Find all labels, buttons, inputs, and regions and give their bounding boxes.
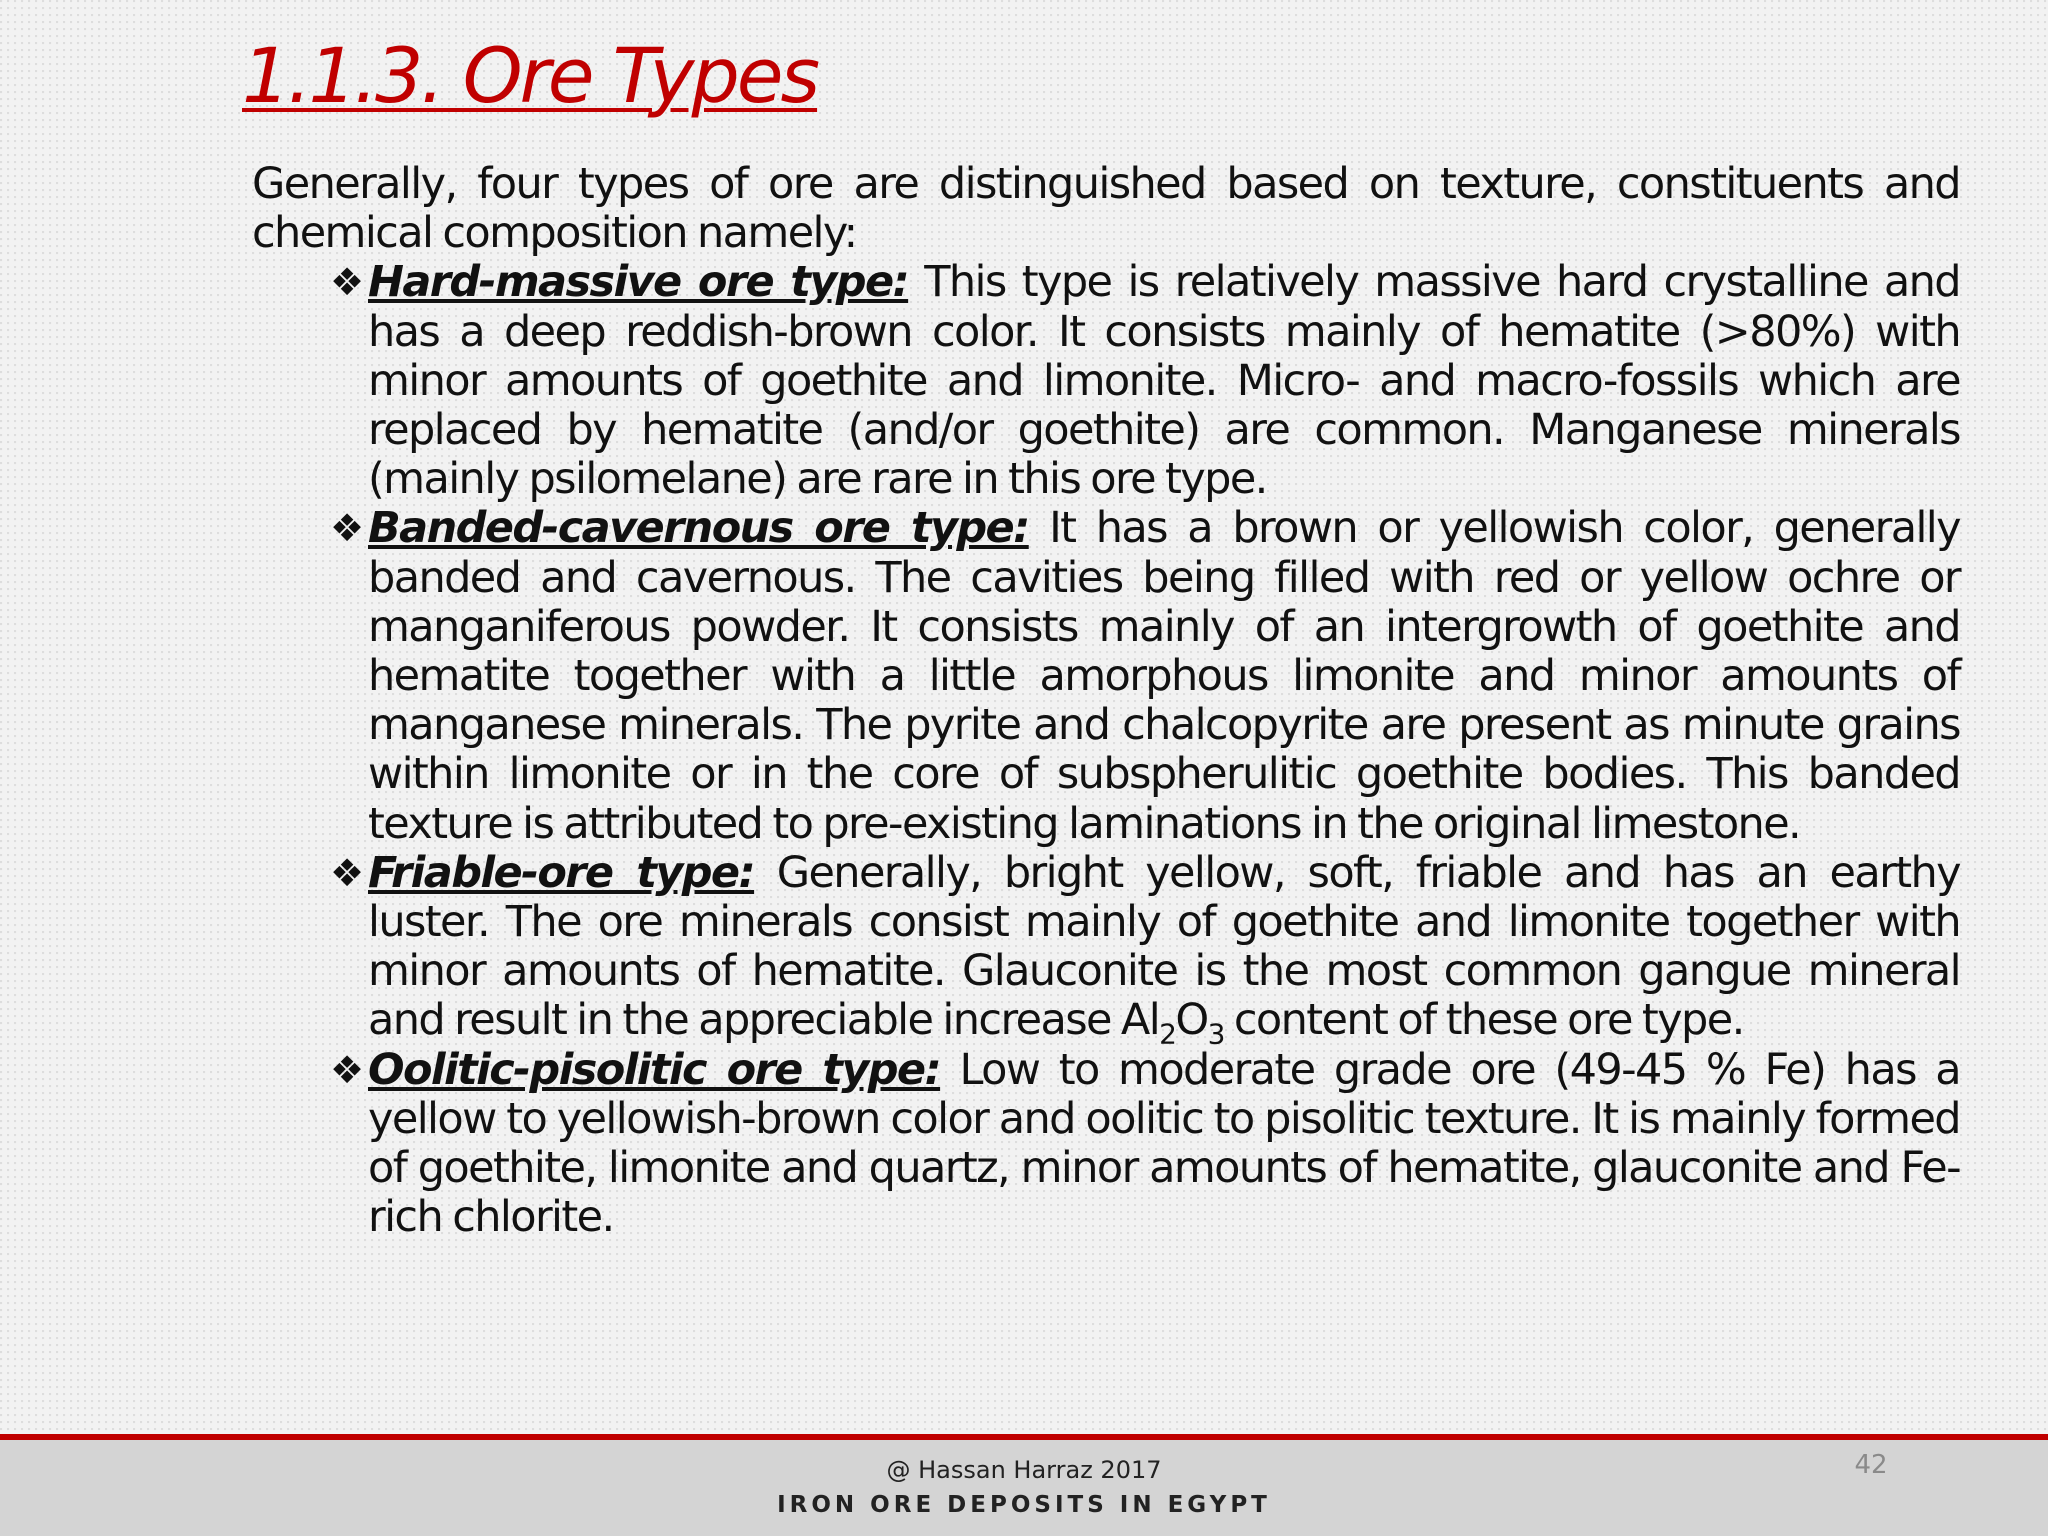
- diamond-bullet-icon: ❖: [330, 1047, 363, 1092]
- ore-type-list: [252, 258, 1960, 1242]
- ore-term: Banded-cavernous ore type:: [368, 503, 1029, 554]
- ore-description: Low to moderate grade ore (49-45 % Fe) has a yellow to yellowish-brown color and oolitic to pisolitic texture. It is mainly formed of goethite, limonite and quartz, minor amounts of hematite, glauconite and Fe-rich chlorite.: [368, 1044, 1961, 1243]
- diamond-bullet-icon: ❖: [330, 260, 363, 305]
- ore-item-banded-cavernous: [330, 503, 1960, 849]
- footer-author: @ Hassan Harraz 2017: [886, 1456, 1162, 1484]
- footer-book-title: IRON ORE DEPOSITS IN EGYPT: [777, 1492, 1271, 1518]
- diamond-bullet-icon: ❖: [330, 850, 363, 895]
- ore-item-friable: [330, 847, 1960, 1052]
- ore-description: It has a brown or yellowish color, generally banded and cavernous. The cavities being filled with red or yellow ochre or manganiferous powder. It consists mainly of an intergrowth of goethite and hematite together with a little amorphous limonite and minor amounts of manganese minerals. The pyrite and chalcopyrite are present as minute grains within limonite or in the core of subspherulitic goethite bodies. This banded texture is attributed to pre-existing laminations in the original limestone.: [368, 503, 1960, 849]
- page-number: 42: [1854, 1450, 1888, 1480]
- ore-term: Hard-massive ore type:: [368, 257, 909, 308]
- slide-title: 1.1.3. Ore Types: [242, 31, 818, 120]
- footer-band: [0, 1440, 2048, 1536]
- ore-item-oolitic-pisolitic: [330, 1044, 1961, 1243]
- subscript: 3: [1207, 1018, 1224, 1052]
- ore-term: Friable-ore type:: [368, 847, 755, 898]
- ore-term: Oolitic-pisolitic ore type:: [368, 1044, 941, 1095]
- diamond-bullet-icon: ❖: [330, 506, 363, 551]
- ore-description: This type is relatively massive hard crystalline and has a deep reddish-brown color. It consists mainly of hematite (>80%) with minor amounts of goethite and limonite. Micro- and macro-fossils which are replaced by hematite (and/or goethite) are common. Manganese minerals (mainly psilomelane) are rare in this ore type.: [368, 257, 1960, 505]
- slide-body: [252, 160, 1960, 1242]
- ore-description-end: content of these ore type.: [1223, 995, 1744, 1046]
- formula-part: O: [1175, 995, 1208, 1046]
- subscript: 2: [1159, 1018, 1176, 1052]
- intro-paragraph: Generally, four types of ore are distinguished based on texture, constituents and chemical composition namely:: [252, 159, 1960, 259]
- ore-item-hard-massive: [330, 257, 1960, 505]
- ore-description: Generally, bright yellow, soft, friable and has an earthy luster. The ore minerals consist mainly of goethite and limonite together with minor amounts of hematite. Glauconite is the most common gangue mineral and result in the appreciable increase Al: [368, 847, 1960, 1046]
